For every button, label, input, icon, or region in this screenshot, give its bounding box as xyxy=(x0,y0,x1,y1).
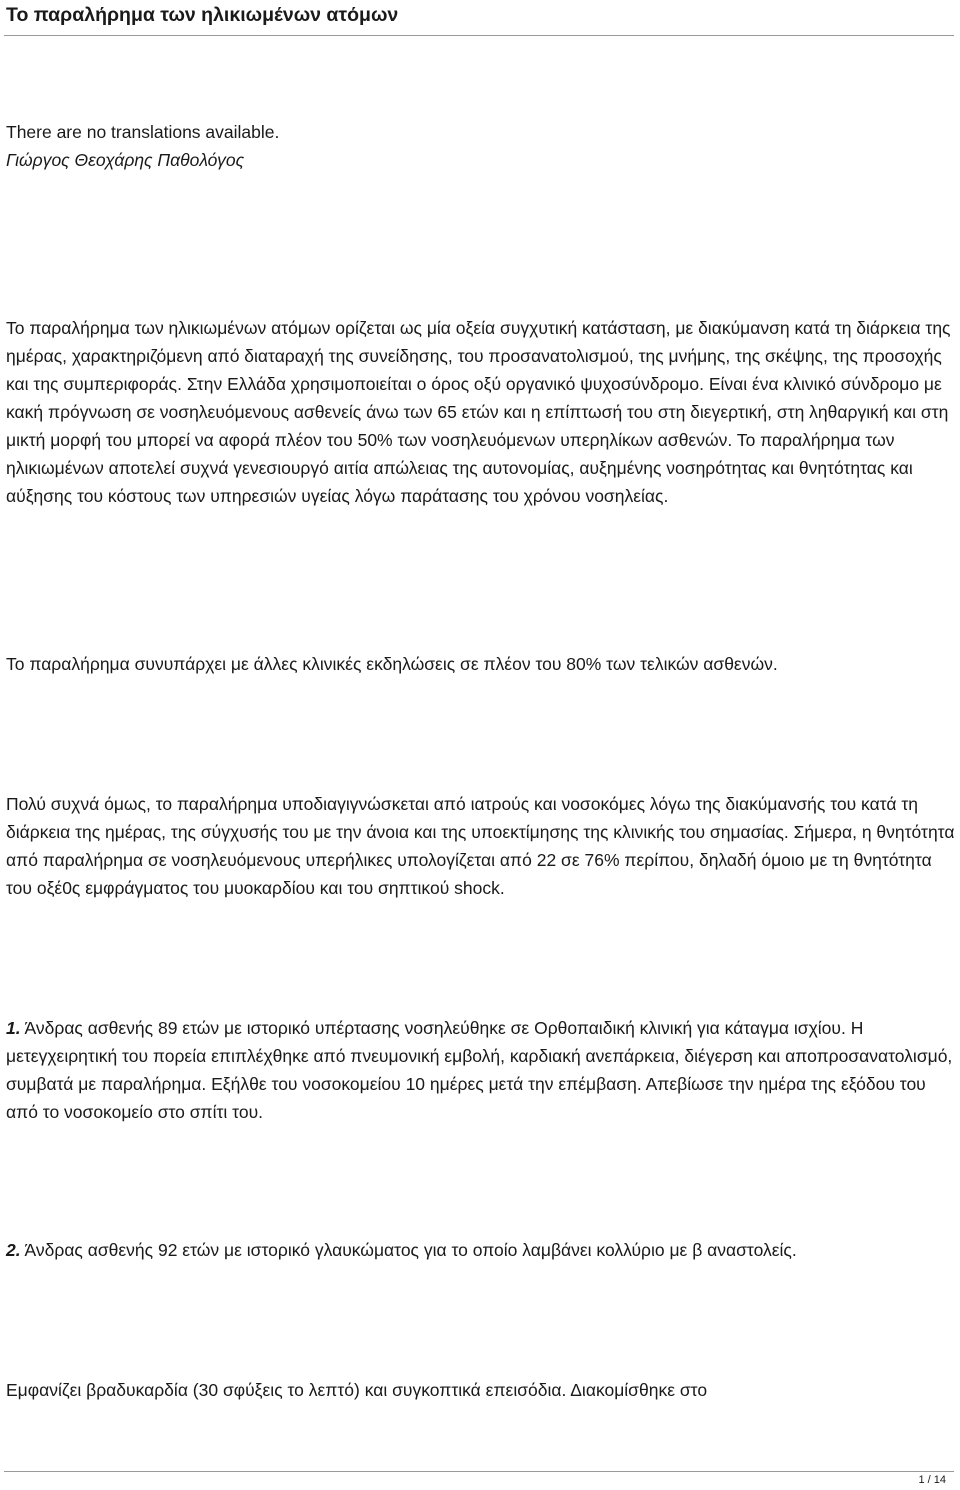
case-text-1: Άνδρας ασθενής 89 ετών με ιστορικό υπέρτασης νοσηλεύθηκε σε Ορθοπαιδική κλινική για κάταγμα ισχίου. Η μετεγχειρητική του πορεία επιπλέχθηκε από πνευμονική εμβολή, καρδιακή ανεπάρκεια, διέγερση και αποπροσανατολισμό, συμβατά με παραλήρημα. Εξήλθε του νοσοκομείου 10 ημέρες μετά την επέμβαση. Απεβίωσε την ημέρα της εξόδου του από το νοσοκομείο στο σπίτι του. xyxy=(6,1018,953,1122)
paragraph-prevalence: Το παραλήρημα συνυπάρχει με άλλες κλινικές εκδηλώσεις σε πλέον του 80% των τελικών ασθενών. xyxy=(6,654,778,674)
title-divider xyxy=(4,35,954,36)
footer-divider xyxy=(4,1471,954,1472)
case-paragraph-1 xyxy=(6,1014,956,1126)
case-text-2: Άνδρας ασθενής 92 ετών με ιστορικό γλαυκώματος για το οποίο λαμβάνει κολλύριο με β αναστολείς. xyxy=(20,1240,797,1260)
translation-notice: There are no translations available. xyxy=(6,122,280,142)
paragraph-definition: Το παραλήρημα των ηλικιωμένων ατόμων ορίζεται ως μία οξεία συγχυτική κατάσταση, με διακύμανση κατά τη διάρκεια της ημέρας, χαρακτηριζόμενη από διαταραχή της συνείδησης, του προσανατολισμού, της μνήμης, της σκέψης, της προσοχής και της συμπεριφοράς. Στην Ελλάδα χρησιμοποιείται ο όρος οξύ οργανικό ψυχοσύνδρομο. Είναι ένα κλινικό σύνδρομο με κακή πρόγνωση σε νοσηλευόμενους ασθενείς άνω των 65 ετών και η επίπτωσή του στη διεγερτική, στη ληθαργική και στη μικτή μορφή του μπορεί να αφορά πλέον του 50% των νοσηλευόμενων υπερηλίκων ασθενών. Το παραλήρημα των ηλικιωμένων αποτελεί συχνά γενεσιουργό αιτία απώλειας της αυτονομίας, αυξημένης νοσηρότητας και θνητότητας και αύξησης του κόστους των υπηρεσιών υγείας λόγω παράτασης του χρόνου νοσηλείας. xyxy=(6,318,951,506)
paragraph-underdiagnosis: Πολύ συχνά όμως, το παραλήρημα υποδιαγιγνώσκεται από ιατρούς και νοσοκόμες λόγω της διακύμανσής του κατά τη διάρκεια της ημέρας, της σύγχυσής του με την άνοια και της υποεκτίμησης της κλινικής του σημασίας. Σήμερα, η θνητότητα από παραλήρημα σε νοσηλευόμενους υπερήλικες υπολογίζεται από 22 σε 76% περίπου, δηλαδή όμοιο με τη θνητότητα του οξέ0ς εμφράγματος του μυοκαρδίου και του σηπτικού shock. xyxy=(6,794,955,898)
author-byline: Γιώργος Θεοχάρης Παθολόγος xyxy=(6,150,245,170)
page-title: Το παραλήρημα των ηλικιωμένων ατόμων xyxy=(6,4,399,26)
paragraph-symptoms: Εμφανίζει βραδυκαρδία (30 σφύξεις το λεπτό) και συγκοπτικά επεισόδια. Διακομίσθηκε στο xyxy=(6,1380,708,1400)
case-paragraph-2 xyxy=(6,1236,956,1264)
case-number-1: 1. xyxy=(6,1018,21,1038)
page-indicator: 1 / 14 xyxy=(918,1474,946,1486)
case-number-2: 2. xyxy=(6,1240,21,1260)
